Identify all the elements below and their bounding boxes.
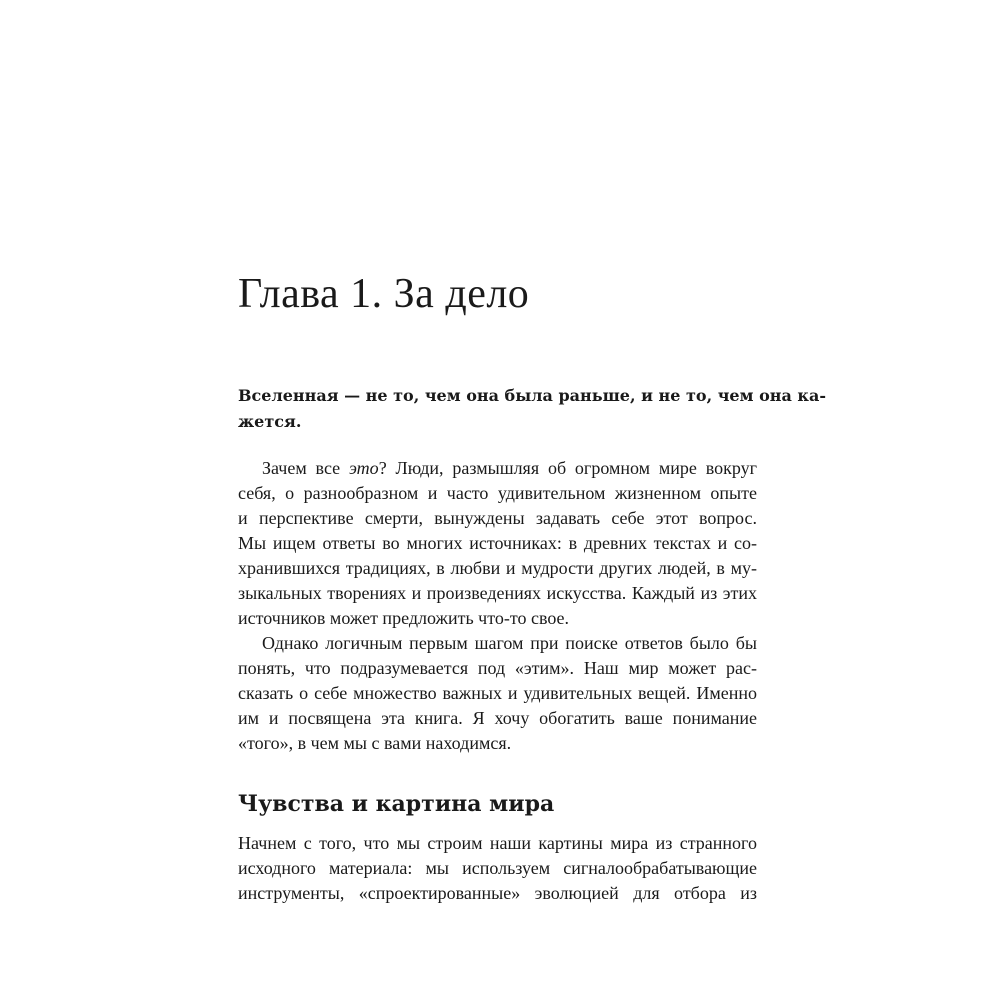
paragraph-2-line-4: им и посвящена эта книга. Я хочу обогатить ваше понимание xyxy=(238,708,757,728)
chapter-title: Глава 1. За дело xyxy=(238,271,530,317)
paragraph-1-line-6: зыкальных творениях и произведениях искусства. Каждый из этих xyxy=(238,583,757,603)
paragraph-3-line-3: инструменты, «спроектированные» эволюцией для отбора из xyxy=(238,883,757,903)
lead-line-1: Вселенная — не то, чем она была раньше, и не то, чем она ка- xyxy=(238,386,826,405)
paragraph-3-line-1: Начнем с того, что мы строим наши картины мира из странного xyxy=(238,833,757,853)
paragraph-1-line-7: источников может предложить что-то свое. xyxy=(238,608,570,628)
paragraph-2-line-3: сказать о себе множество важных и удивительных вещей. Именно xyxy=(238,683,757,703)
paragraph-1-line-1 xyxy=(238,456,757,480)
paragraph-1-line-5: хранившихся традициях, в любви и мудрости других людей, в му- xyxy=(238,558,757,578)
paragraph-1-line-2: себя, о разнообразном и часто удивительном жизненном опыте xyxy=(238,483,757,503)
lead-line-2: жется. xyxy=(238,412,302,431)
paragraph-1-line-3: и перспективе смерти, вынуждены задавать себе этот вопрос. xyxy=(238,508,757,528)
paragraph-2-line-2: понять, что подразумевается под «этим». Наш мир может рас- xyxy=(238,658,757,678)
paragraph-3-line-2: исходного материала: мы используем сигналообрабатывающие xyxy=(238,858,757,878)
section-title: Чувства и картина мира xyxy=(238,791,555,817)
paragraph-2-line-5: «того», в чем мы с вами находимся. xyxy=(238,733,512,753)
paragraph-2-line-1: Однако логичным первым шагом при поиске ответов было бы xyxy=(262,633,757,653)
paragraph-1-line-1-end: ? Люди, размышляя об огромном мире вокруг xyxy=(378,458,757,478)
paragraph-1-line-1-start: Зачем все xyxy=(262,458,349,478)
paragraph-1-emphasis: это xyxy=(348,458,379,478)
paragraph-1-line-4: Мы ищем ответы во многих источниках: в древних текстах и со- xyxy=(238,533,757,553)
